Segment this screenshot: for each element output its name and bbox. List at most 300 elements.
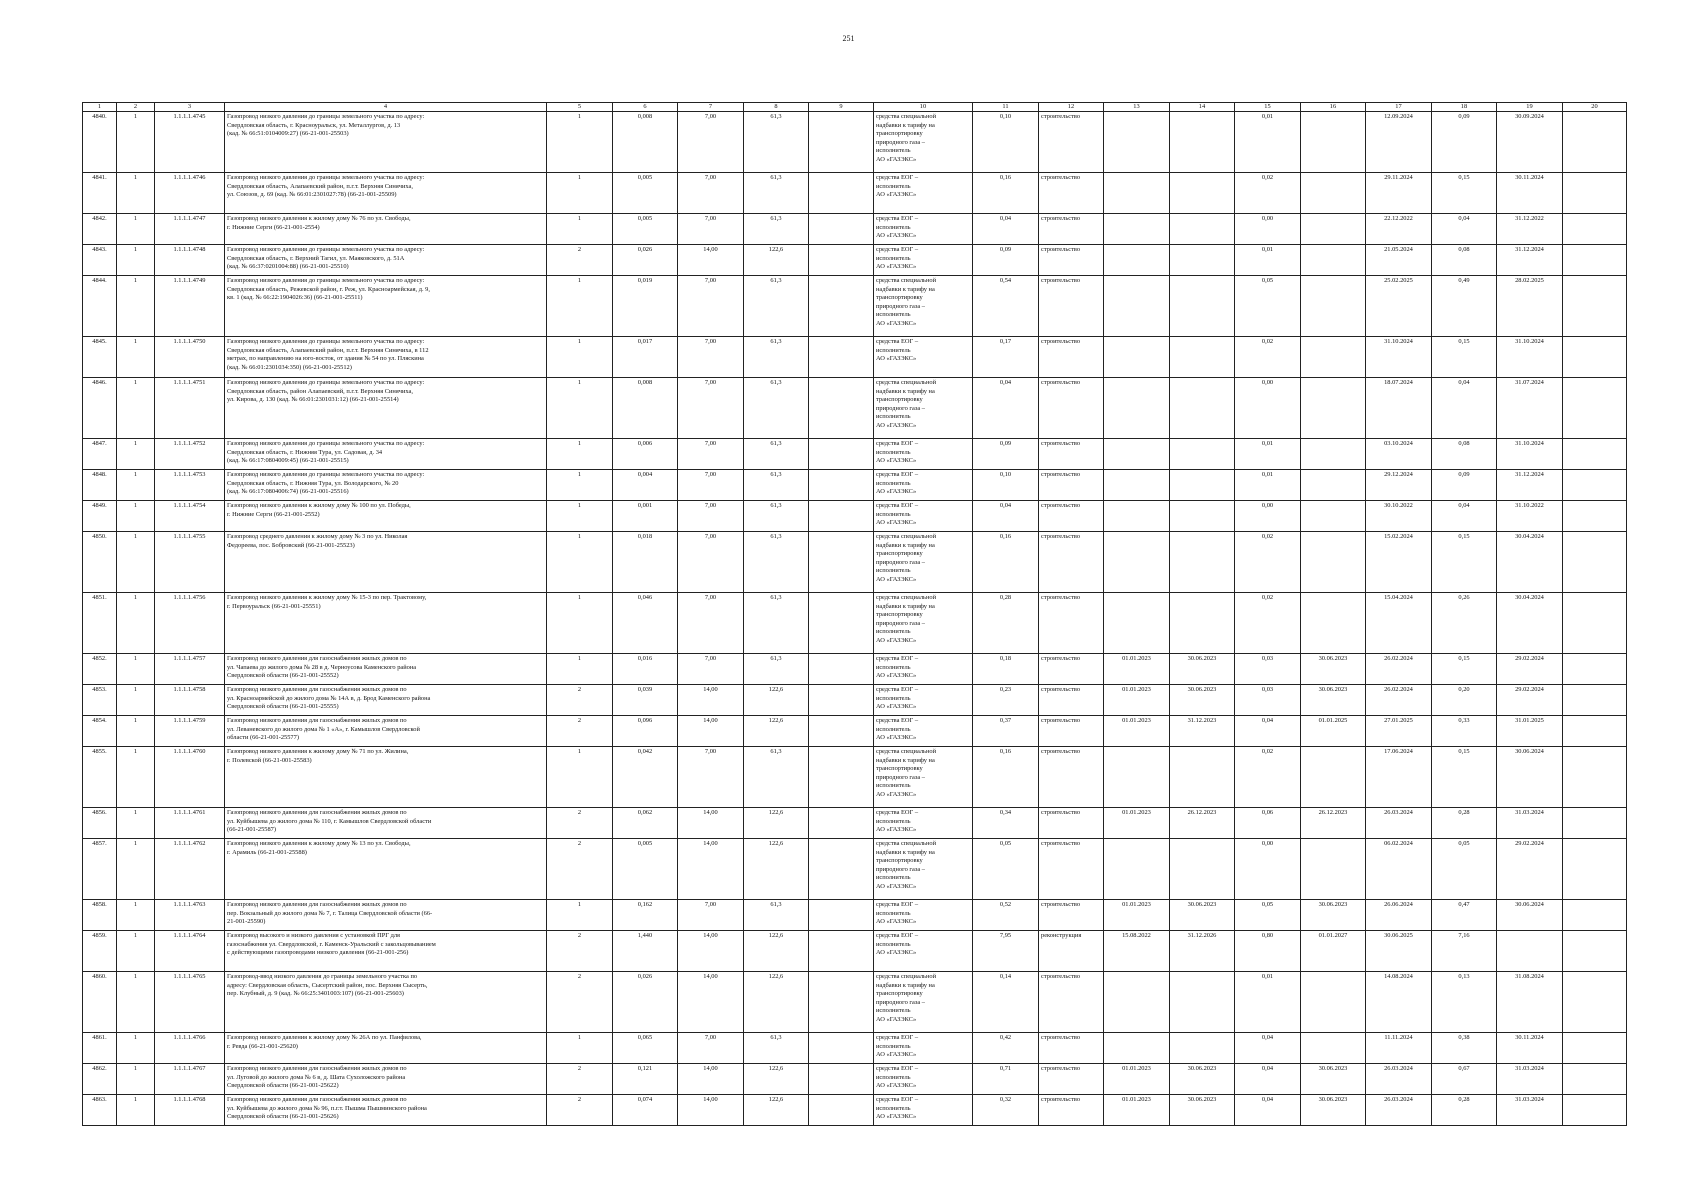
cell-col-19: 29.02.2024 (1497, 839, 1563, 900)
cell-col-12: строительство (1039, 112, 1104, 173)
cell-col-2: 1 (117, 716, 155, 747)
cell-col-17: 25.02.2025 (1366, 276, 1432, 337)
cell-col-14 (1170, 112, 1235, 173)
cell-col-7: 7,00 (678, 501, 744, 532)
cell-col-12: строительство (1039, 900, 1104, 931)
cell-col-6: 0,065 (613, 1033, 678, 1064)
cell-col-9 (809, 685, 874, 716)
cell-col-12: строительство (1039, 501, 1104, 532)
cell-col-4: Газопровод низкого давления до границы земельного участка по адресу: Свердловская область, Алапаевский район, п.г.т. Верхняя Синячиха, в 112 метрах, по направлению на юго-восток, от здания № 54 по ул. Пляскина (кад. № 66:01:2301034:350) (66-21-001-25512) (225, 337, 547, 378)
cell-col-8: 61,3 (744, 173, 809, 214)
cell-col-10: средства ЕОГ – исполнитель АО «ГАЗЭКС» (874, 685, 973, 716)
cell-col-5: 1 (547, 900, 613, 931)
column-number-7: 7 (678, 103, 744, 112)
cell-col-7: 14,00 (678, 716, 744, 747)
cell-col-11: 0,17 (973, 337, 1039, 378)
cell-col-2: 1 (117, 276, 155, 337)
cell-col-8: 61,3 (744, 1033, 809, 1064)
cell-col-5: 2 (547, 839, 613, 900)
cell-col-14 (1170, 276, 1235, 337)
cell-col-15: 0,04 (1235, 1095, 1301, 1126)
column-number-19: 19 (1497, 103, 1563, 112)
cell-col-20 (1563, 378, 1627, 439)
cell-col-15: 0,03 (1235, 685, 1301, 716)
cell-col-7: 7,00 (678, 747, 744, 808)
cell-col-14: 31.12.2026 (1170, 931, 1235, 972)
cell-col-17: 11.11.2024 (1366, 1033, 1432, 1064)
cell-col-3: 1.1.1.1.4748 (155, 245, 225, 276)
page-number: 251 (842, 34, 855, 43)
cell-col-7: 7,00 (678, 214, 744, 245)
cell-col-12: строительство (1039, 245, 1104, 276)
cell-col-9 (809, 276, 874, 337)
cell-col-13 (1104, 214, 1170, 245)
cell-col-9 (809, 931, 874, 972)
cell-col-2: 1 (117, 1033, 155, 1064)
cell-col-17: 26.06.2024 (1366, 900, 1432, 931)
cell-col-13: 01.01.2023 (1104, 685, 1170, 716)
cell-col-18: 0,09 (1432, 470, 1497, 501)
cell-col-20 (1563, 654, 1627, 685)
cell-col-17: 12.09.2024 (1366, 112, 1432, 173)
cell-col-5: 2 (547, 972, 613, 1033)
cell-col-11: 0,16 (973, 173, 1039, 214)
table-row (83, 1033, 1627, 1064)
cell-col-9 (809, 337, 874, 378)
cell-col-16: 01.01.2025 (1301, 716, 1366, 747)
cell-col-20 (1563, 532, 1627, 593)
cell-col-11: 0,09 (973, 245, 1039, 276)
cell-col-17: 21.05.2024 (1366, 245, 1432, 276)
cell-col-16: 01.01.2027 (1301, 931, 1366, 972)
cell-col-13 (1104, 501, 1170, 532)
cell-col-17: 17.06.2024 (1366, 747, 1432, 808)
column-number-17: 17 (1366, 103, 1432, 112)
cell-col-18: 0,04 (1432, 501, 1497, 532)
cell-col-2: 1 (117, 470, 155, 501)
cell-col-17: 30.10.2022 (1366, 501, 1432, 532)
cell-col-12: строительство (1039, 654, 1104, 685)
cell-col-6: 0,018 (613, 532, 678, 593)
cell-col-4: Газопровод низкого давления к жилому дому № 71 по ул. Жилина, г. Полевской (66-21-001-25583) (225, 747, 547, 808)
cell-col-3: 1.1.1.1.4749 (155, 276, 225, 337)
cell-col-13 (1104, 747, 1170, 808)
cell-col-4: Газопровод низкого давления до границы земельного участка по адресу: Свердловская область, г. Красноуральск, ул. Металлургов, д. 13 (кад. № 66:51:0104009:27) (66-21-001-25503) (225, 112, 547, 173)
cell-col-13 (1104, 378, 1170, 439)
cell-col-13 (1104, 276, 1170, 337)
cell-col-2: 1 (117, 654, 155, 685)
cell-col-5: 1 (547, 747, 613, 808)
cell-col-5: 1 (547, 173, 613, 214)
cell-col-15: 0,05 (1235, 900, 1301, 931)
cell-col-3: 1.1.1.1.4750 (155, 337, 225, 378)
cell-col-4: Газопровод среднего давления к жилому дому № 3 по ул. Николая Федореева, пос. Бобровский (66-21-001-25523) (225, 532, 547, 593)
cell-col-5: 1 (547, 214, 613, 245)
column-number-5: 5 (547, 103, 613, 112)
cell-col-6: 0,026 (613, 245, 678, 276)
cell-col-1: 4844. (83, 276, 117, 337)
cell-col-10: средства ЕОГ – исполнитель АО «ГАЗЭКС» (874, 931, 973, 972)
cell-col-11: 0,04 (973, 214, 1039, 245)
cell-col-19: 31.03.2024 (1497, 1095, 1563, 1126)
cell-col-15: 0,02 (1235, 173, 1301, 214)
cell-col-16 (1301, 839, 1366, 900)
cell-col-2: 1 (117, 808, 155, 839)
cell-col-9 (809, 972, 874, 1033)
cell-col-16: 30.06.2023 (1301, 685, 1366, 716)
cell-col-9 (809, 245, 874, 276)
cell-col-8: 122,6 (744, 808, 809, 839)
cell-col-17: 29.11.2024 (1366, 173, 1432, 214)
cell-col-2: 1 (117, 931, 155, 972)
cell-col-15: 0,00 (1235, 378, 1301, 439)
cell-col-10: средства специальной надбавки к тарифу на транспортировку природного газа – исполнитель АО «ГАЗЭКС» (874, 378, 973, 439)
cell-col-18: 0,15 (1432, 747, 1497, 808)
cell-col-6: 0,006 (613, 439, 678, 470)
cell-col-10: средства ЕОГ – исполнитель АО «ГАЗЭКС» (874, 501, 973, 532)
cell-col-12: строительство (1039, 439, 1104, 470)
cell-col-17: 06.02.2024 (1366, 839, 1432, 900)
cell-col-3: 1.1.1.1.4746 (155, 173, 225, 214)
cell-col-18: 7,16 (1432, 931, 1497, 972)
cell-col-12: строительство (1039, 337, 1104, 378)
cell-col-7: 7,00 (678, 1033, 744, 1064)
column-number-3: 3 (155, 103, 225, 112)
cell-col-18: 0,08 (1432, 439, 1497, 470)
cell-col-4: Газопровод низкого давления для газоснабжения жилых домов по ул. Красноармейской до жилого дома № 14А в, д. Брод Каменского района Свердловской области (66-21-001-25555) (225, 685, 547, 716)
cell-col-4: Газопровод низкого давления для газоснабжения жилых домов по ул. Куйбышева до жилого дома № 110, г. Камышлов Свердловской области (66-21-001-25587) (225, 808, 547, 839)
cell-col-10: средства ЕОГ – исполнитель АО «ГАЗЭКС» (874, 716, 973, 747)
table-row (83, 214, 1627, 245)
column-number-9: 9 (809, 103, 874, 112)
cell-col-6: 0,005 (613, 839, 678, 900)
cell-col-5: 2 (547, 245, 613, 276)
cell-col-5: 2 (547, 931, 613, 972)
cell-col-9 (809, 214, 874, 245)
cell-col-3: 1.1.1.1.4745 (155, 112, 225, 173)
cell-col-7: 7,00 (678, 470, 744, 501)
table-row (83, 173, 1627, 214)
cell-col-11: 0,16 (973, 532, 1039, 593)
cell-col-15: 0,00 (1235, 839, 1301, 900)
cell-col-17: 26.02.2024 (1366, 654, 1432, 685)
column-number-15: 15 (1235, 103, 1301, 112)
cell-col-4: Газопровод высокого и низкого давления с установкой ПРГ для газоснабжения ул. Свердловской, г. Каменск-Уральский с закольцовыванием с действующими газопроводами низкого давления (66-21-001-256) (225, 931, 547, 972)
cell-col-2: 1 (117, 593, 155, 654)
cell-col-20 (1563, 972, 1627, 1033)
cell-col-13 (1104, 112, 1170, 173)
cell-col-18: 0,47 (1432, 900, 1497, 931)
cell-col-19: 31.07.2024 (1497, 378, 1563, 439)
cell-col-19: 29.02.2024 (1497, 654, 1563, 685)
table-row (83, 654, 1627, 685)
cell-col-13 (1104, 593, 1170, 654)
cell-col-16 (1301, 470, 1366, 501)
cell-col-8: 61,3 (744, 112, 809, 173)
cell-col-19: 31.10.2024 (1497, 337, 1563, 378)
cell-col-13: 01.01.2023 (1104, 716, 1170, 747)
column-number-6: 6 (613, 103, 678, 112)
table-row (83, 685, 1627, 716)
table-row (83, 931, 1627, 972)
cell-col-10: средства ЕОГ – исполнитель АО «ГАЗЭКС» (874, 173, 973, 214)
cell-col-8: 122,6 (744, 1064, 809, 1095)
cell-col-14: 31.12.2023 (1170, 716, 1235, 747)
cell-col-12: строительство (1039, 276, 1104, 337)
cell-col-3: 1.1.1.1.4747 (155, 214, 225, 245)
cell-col-2: 1 (117, 439, 155, 470)
cell-col-11: 0,05 (973, 839, 1039, 900)
cell-col-11: 0,54 (973, 276, 1039, 337)
cell-col-1: 4840. (83, 112, 117, 173)
cell-col-3: 1.1.1.1.4756 (155, 593, 225, 654)
table-row (83, 378, 1627, 439)
cell-col-4: Газопровод низкого давления к жилому дому № 100 по ул. Победы, г. Нижние Серги (66-21-001-2552) (225, 501, 547, 532)
column-number-12: 12 (1039, 103, 1104, 112)
cell-col-14 (1170, 501, 1235, 532)
cell-col-5: 2 (547, 808, 613, 839)
cell-col-19: 31.12.2024 (1497, 470, 1563, 501)
cell-col-7: 14,00 (678, 685, 744, 716)
cell-col-18: 0,04 (1432, 378, 1497, 439)
cell-col-1: 4857. (83, 839, 117, 900)
cell-col-6: 0,001 (613, 501, 678, 532)
cell-col-6: 0,042 (613, 747, 678, 808)
cell-col-20 (1563, 439, 1627, 470)
cell-col-8: 122,6 (744, 1095, 809, 1126)
cell-col-16 (1301, 593, 1366, 654)
column-number-11: 11 (973, 103, 1039, 112)
cell-col-6: 0,005 (613, 173, 678, 214)
cell-col-11: 0,09 (973, 439, 1039, 470)
cell-col-15: 0,02 (1235, 337, 1301, 378)
cell-col-15: 0,04 (1235, 1064, 1301, 1095)
cell-col-11: 0,10 (973, 470, 1039, 501)
column-number-8: 8 (744, 103, 809, 112)
cell-col-12: строительство (1039, 593, 1104, 654)
cell-col-16: 30.06.2023 (1301, 1095, 1366, 1126)
cell-col-13: 01.01.2023 (1104, 808, 1170, 839)
cell-col-16 (1301, 276, 1366, 337)
cell-col-3: 1.1.1.1.4767 (155, 1064, 225, 1095)
cell-col-15: 0,03 (1235, 654, 1301, 685)
cell-col-2: 1 (117, 532, 155, 593)
cell-col-5: 1 (547, 593, 613, 654)
cell-col-11: 0,34 (973, 808, 1039, 839)
table-row (83, 1095, 1627, 1126)
cell-col-7: 7,00 (678, 173, 744, 214)
cell-col-8: 61,3 (744, 900, 809, 931)
cell-col-3: 1.1.1.1.4766 (155, 1033, 225, 1064)
cell-col-9 (809, 747, 874, 808)
cell-col-6: 0,162 (613, 900, 678, 931)
cell-col-8: 61,3 (744, 593, 809, 654)
cell-col-3: 1.1.1.1.4751 (155, 378, 225, 439)
cell-col-20 (1563, 1095, 1627, 1126)
cell-col-18: 0,15 (1432, 654, 1497, 685)
cell-col-3: 1.1.1.1.4754 (155, 501, 225, 532)
cell-col-10: средства ЕОГ – исполнитель АО «ГАЗЭКС» (874, 245, 973, 276)
cell-col-4: Газопровод низкого давления до границы земельного участка по адресу: Свердловская область, район Алапаевский, п.г.т. Верхняя Синячиха, ул. Кирова, д. 130 (кад. № 66:01:2301031:12) (66-21-001-25514) (225, 378, 547, 439)
cell-col-1: 4852. (83, 654, 117, 685)
cell-col-8: 61,3 (744, 276, 809, 337)
cell-col-6: 0,004 (613, 470, 678, 501)
cell-col-20 (1563, 808, 1627, 839)
cell-col-5: 1 (547, 470, 613, 501)
cell-col-6: 0,016 (613, 654, 678, 685)
cell-col-6: 0,074 (613, 1095, 678, 1126)
cell-col-1: 4850. (83, 532, 117, 593)
cell-col-2: 1 (117, 747, 155, 808)
cell-col-19: 28.02.2025 (1497, 276, 1563, 337)
cell-col-10: средства ЕОГ – исполнитель АО «ГАЗЭКС» (874, 214, 973, 245)
cell-col-7: 14,00 (678, 972, 744, 1033)
table-row (83, 532, 1627, 593)
cell-col-18: 0,15 (1432, 173, 1497, 214)
cell-col-6: 0,039 (613, 685, 678, 716)
cell-col-16 (1301, 532, 1366, 593)
table-row (83, 501, 1627, 532)
cell-col-16 (1301, 501, 1366, 532)
cell-col-13 (1104, 337, 1170, 378)
cell-col-16 (1301, 747, 1366, 808)
cell-col-11: 0,04 (973, 378, 1039, 439)
cell-col-5: 1 (547, 337, 613, 378)
cell-col-14 (1170, 439, 1235, 470)
cell-col-19 (1497, 931, 1563, 972)
cell-col-14 (1170, 337, 1235, 378)
cell-col-4: Газопровод низкого давления для газоснабжения жилых домов по пер. Вокзальный до жилого дома № 7, г. Талица Свердловской области (66- 21-001-25590) (225, 900, 547, 931)
cell-col-6: 0,121 (613, 1064, 678, 1095)
table-row (83, 112, 1627, 173)
cell-col-16 (1301, 1033, 1366, 1064)
cell-col-18: 0,49 (1432, 276, 1497, 337)
cell-col-20 (1563, 685, 1627, 716)
cell-col-3: 1.1.1.1.4761 (155, 808, 225, 839)
cell-col-12: строительство (1039, 378, 1104, 439)
table-row (83, 245, 1627, 276)
cell-col-6: 0,017 (613, 337, 678, 378)
cell-col-18: 0,13 (1432, 972, 1497, 1033)
cell-col-20 (1563, 337, 1627, 378)
cell-col-20 (1563, 747, 1627, 808)
cell-col-13: 01.01.2023 (1104, 1064, 1170, 1095)
cell-col-11: 0,23 (973, 685, 1039, 716)
cell-col-16 (1301, 972, 1366, 1033)
cell-col-8: 61,3 (744, 654, 809, 685)
cell-col-14 (1170, 245, 1235, 276)
cell-col-3: 1.1.1.1.4764 (155, 931, 225, 972)
cell-col-14 (1170, 470, 1235, 501)
cell-col-2: 1 (117, 1064, 155, 1095)
cell-col-11: 0,10 (973, 112, 1039, 173)
cell-col-14: 30.06.2023 (1170, 900, 1235, 931)
cell-col-17: 03.10.2024 (1366, 439, 1432, 470)
cell-col-8: 61,3 (744, 337, 809, 378)
cell-col-3: 1.1.1.1.4755 (155, 532, 225, 593)
cell-col-7: 14,00 (678, 245, 744, 276)
cell-col-7: 14,00 (678, 1064, 744, 1095)
cell-col-17: 31.10.2024 (1366, 337, 1432, 378)
column-number-2: 2 (117, 103, 155, 112)
cell-col-16 (1301, 337, 1366, 378)
cell-col-7: 14,00 (678, 1095, 744, 1126)
cell-col-17: 22.12.2022 (1366, 214, 1432, 245)
cell-col-5: 1 (547, 439, 613, 470)
cell-col-3: 1.1.1.1.4759 (155, 716, 225, 747)
cell-col-5: 1 (547, 112, 613, 173)
cell-col-16 (1301, 439, 1366, 470)
cell-col-17: 30.06.2025 (1366, 931, 1432, 972)
cell-col-19: 30.06.2024 (1497, 900, 1563, 931)
cell-col-13 (1104, 839, 1170, 900)
cell-col-9 (809, 173, 874, 214)
cell-col-4: Газопровод низкого давления для газоснабжения жилых домов по ул. Леваневского до жилого дома № 1 «А», г. Камышлов Свердловской области (66-21-001-25577) (225, 716, 547, 747)
cell-col-9 (809, 1095, 874, 1126)
cell-col-2: 1 (117, 1095, 155, 1126)
cell-col-2: 1 (117, 900, 155, 931)
cell-col-15: 0,01 (1235, 245, 1301, 276)
table-row (83, 337, 1627, 378)
cell-col-16 (1301, 112, 1366, 173)
cell-col-1: 4862. (83, 1064, 117, 1095)
cell-col-19: 31.10.2024 (1497, 439, 1563, 470)
cell-col-10: средства специальной надбавки к тарифу на транспортировку природного газа – исполнитель АО «ГАЗЭКС» (874, 839, 973, 900)
cell-col-2: 1 (117, 839, 155, 900)
table-row (83, 839, 1627, 900)
cell-col-8: 122,6 (744, 245, 809, 276)
cell-col-13 (1104, 470, 1170, 501)
cell-col-14: 30.06.2023 (1170, 654, 1235, 685)
cell-col-4: Газопровод низкого давления для газоснабжения жилых домов по ул. Куйбышева до жилого дома № 96, п.г.т. Пышма Пышминского района Свердловской области (66-21-001-25626) (225, 1095, 547, 1126)
cell-col-9 (809, 470, 874, 501)
cell-col-5: 1 (547, 1033, 613, 1064)
cell-col-11: 0,71 (973, 1064, 1039, 1095)
cell-col-15: 0,00 (1235, 214, 1301, 245)
cell-col-13: 15.08.2022 (1104, 931, 1170, 972)
cell-col-16: 30.06.2023 (1301, 654, 1366, 685)
cell-col-3: 1.1.1.1.4765 (155, 972, 225, 1033)
cell-col-15: 0,01 (1235, 972, 1301, 1033)
cell-col-1: 4860. (83, 972, 117, 1033)
cell-col-8: 61,3 (744, 747, 809, 808)
cell-col-12: строительство (1039, 716, 1104, 747)
cell-col-20 (1563, 839, 1627, 900)
cell-col-20 (1563, 501, 1627, 532)
column-number-16: 16 (1301, 103, 1366, 112)
cell-col-1: 4845. (83, 337, 117, 378)
cell-col-8: 61,3 (744, 439, 809, 470)
cell-col-13 (1104, 972, 1170, 1033)
cell-col-15: 0,01 (1235, 439, 1301, 470)
cell-col-19: 29.02.2024 (1497, 685, 1563, 716)
column-number-14: 14 (1170, 103, 1235, 112)
cell-col-19: 30.04.2024 (1497, 532, 1563, 593)
table-row (83, 470, 1627, 501)
cell-col-3: 1.1.1.1.4760 (155, 747, 225, 808)
cell-col-12: строительство (1039, 1064, 1104, 1095)
cell-col-3: 1.1.1.1.4758 (155, 685, 225, 716)
cell-col-14 (1170, 214, 1235, 245)
cell-col-5: 1 (547, 276, 613, 337)
cell-col-9 (809, 1064, 874, 1095)
cell-col-12: строительство (1039, 972, 1104, 1033)
cell-col-6: 0,046 (613, 593, 678, 654)
cell-col-19: 30.11.2024 (1497, 1033, 1563, 1064)
cell-col-15: 0,02 (1235, 532, 1301, 593)
cell-col-16 (1301, 245, 1366, 276)
cell-col-7: 7,00 (678, 276, 744, 337)
